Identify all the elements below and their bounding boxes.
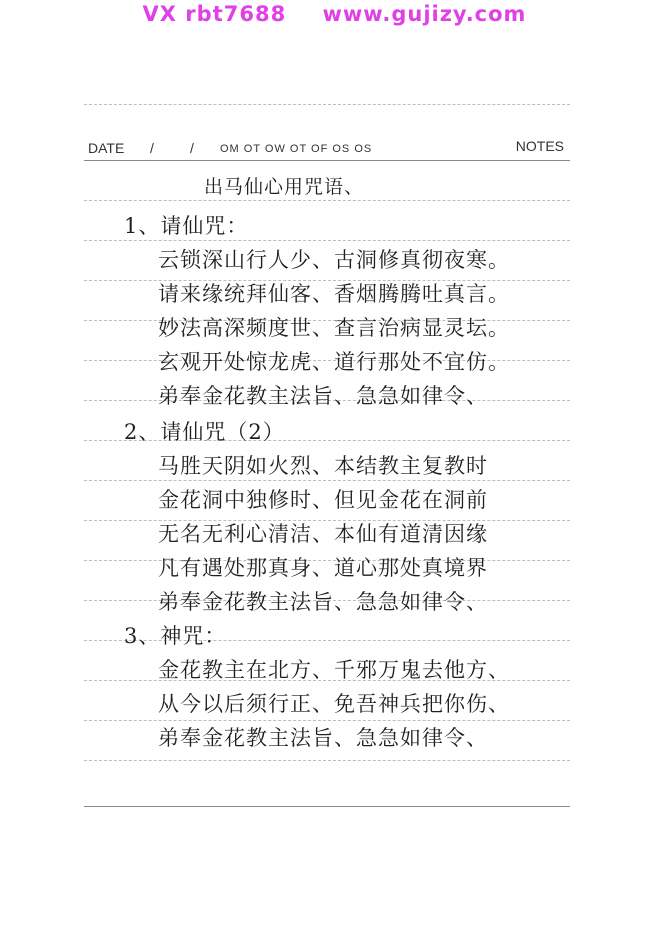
text-line: 弟奉金花教主法旨、急急如律令、 [158, 590, 488, 614]
section-heading: 1、请仙咒： [124, 214, 249, 238]
section-heading: 3、神咒： [124, 624, 227, 648]
section-heading: 2、请仙咒（2） [124, 420, 285, 444]
notebook-header [88, 138, 564, 158]
text-line: 云锁深山行人少、古洞修真彻夜寒。 [158, 248, 510, 272]
text-line: 无名无利心清洁、本仙有道清因缘 [158, 522, 488, 546]
header-underline [84, 160, 570, 161]
ruled-line [84, 104, 570, 105]
weekday-markers: OM OT OW OT OF OS OS [220, 143, 373, 155]
text-line: 弟奉金花教主法旨、急急如律令、 [158, 384, 488, 408]
text-line: 妙法高深频度世、查言治病显灵坛。 [158, 316, 510, 340]
text-line: 从今以后须行正、免吾神兵把你伤、 [158, 692, 510, 716]
text-line: 请来缘统拜仙客、香烟腾腾吐真言。 [158, 282, 510, 306]
notes-label: NOTES [515, 138, 564, 154]
text-line: 玄观开处惊龙虎、道行那处不宜仿。 [158, 350, 510, 374]
date-label: DATE [88, 140, 125, 156]
text-line: 金花洞中独修时、但见金花在洞前 [158, 488, 488, 512]
page-title: 出马仙心用咒语、 [204, 176, 365, 198]
date-slash: / [150, 140, 154, 156]
watermark-url: www.gujizy.com [322, 2, 527, 26]
text-line: 凡有遇处那真身、道心那处真境界 [158, 556, 488, 580]
watermark [0, 2, 669, 26]
ruled-line [84, 480, 570, 481]
ruled-line [84, 760, 570, 761]
text-line: 马胜天阴如火烈、本结教主复教时 [158, 454, 488, 478]
ruled-line [84, 200, 570, 201]
text-line: 金花教主在北方、千邪万鬼去他方、 [158, 658, 510, 682]
notebook-page [84, 98, 570, 858]
watermark-wechat: VX rbt7688 [142, 2, 287, 26]
date-slash: / [190, 140, 194, 156]
text-line: 弟奉金花教主法旨、急急如律令、 [158, 726, 488, 750]
bottom-line [84, 806, 570, 807]
ruled-line [84, 720, 570, 721]
ruled-line [84, 240, 570, 241]
